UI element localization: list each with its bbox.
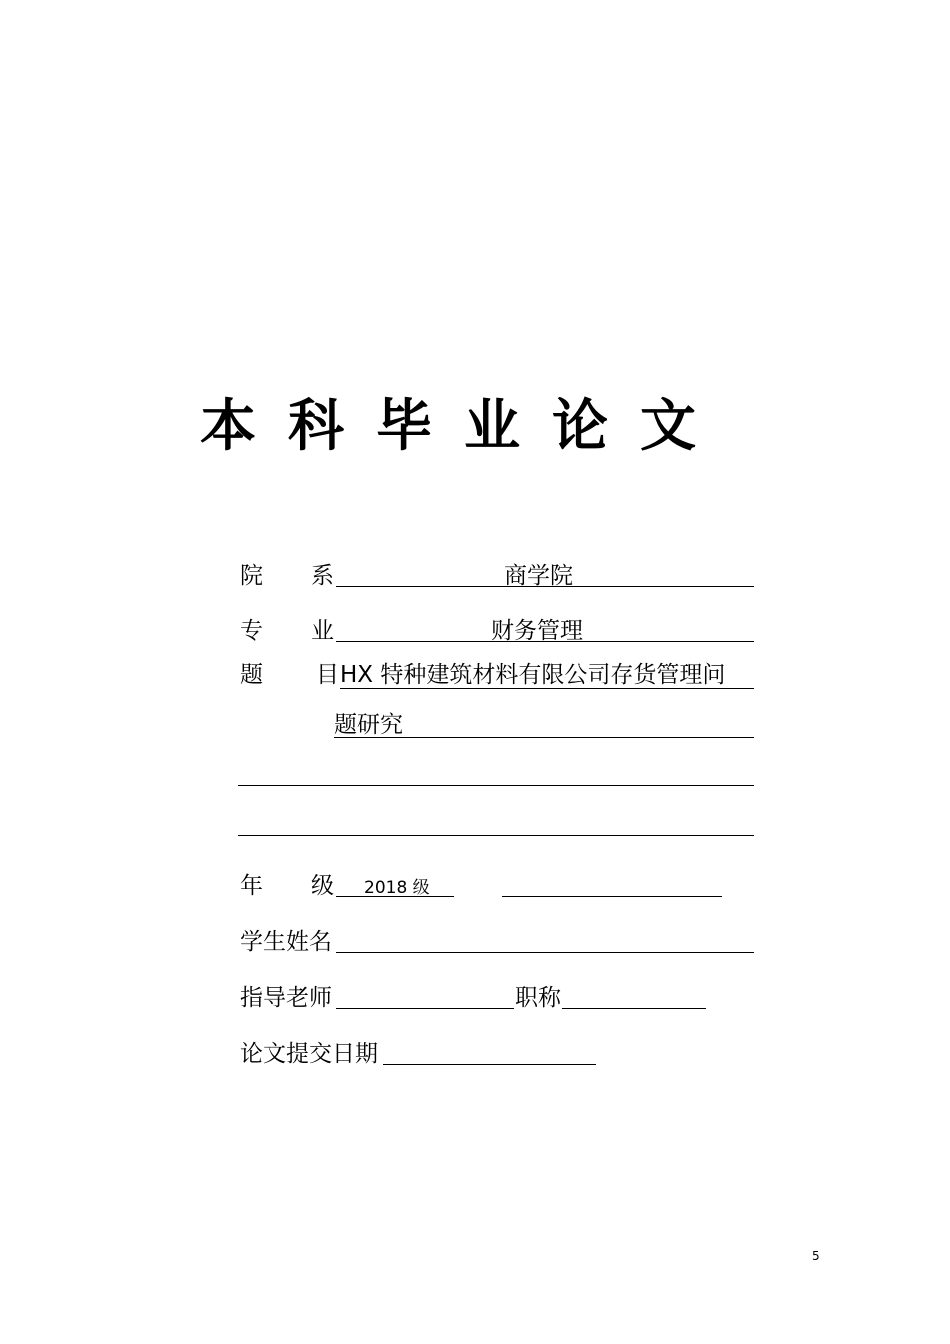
- advisor-title-underline: [562, 1008, 706, 1009]
- topic-value-line2: 题研究: [334, 712, 403, 738]
- advisor-title-label: 职称: [515, 985, 561, 1011]
- document-title: 本科毕业论文: [200, 394, 728, 459]
- major-value: 财务管理: [491, 618, 583, 644]
- department-label-left: 院: [240, 563, 263, 589]
- student-name-underline: [336, 952, 754, 953]
- topic-label-right: 目: [316, 662, 339, 688]
- topic-underline-1: [340, 688, 754, 689]
- topic-underline-2: [334, 737, 754, 738]
- grade-label-left: 年: [240, 873, 263, 899]
- department-underline: [336, 586, 754, 587]
- submit-date-label: 论文提交日期: [240, 1041, 378, 1067]
- topic-underline-4: [238, 835, 754, 836]
- department-value: 商学院: [504, 563, 573, 589]
- submit-date-underline: [383, 1064, 596, 1065]
- department-label-right: 系: [311, 563, 334, 589]
- grade-value: 2018 级: [364, 878, 430, 898]
- page-number: 5: [812, 1249, 820, 1263]
- major-underline: [336, 641, 754, 642]
- major-label-right: 业: [311, 618, 334, 644]
- grade-extra-underline: [502, 896, 722, 897]
- topic-value-line1: HX 特种建筑材料有限公司存货管理问: [340, 662, 726, 688]
- major-label-left: 专: [240, 618, 263, 644]
- topic-label-left: 题: [240, 662, 263, 688]
- topic-underline-3: [238, 785, 754, 786]
- advisor-underline: [336, 1008, 514, 1009]
- student-name-label: 学生姓名: [240, 929, 332, 955]
- grade-underline: [336, 896, 454, 897]
- advisor-label: 指导老师: [240, 985, 332, 1011]
- grade-label-right: 级: [311, 873, 334, 899]
